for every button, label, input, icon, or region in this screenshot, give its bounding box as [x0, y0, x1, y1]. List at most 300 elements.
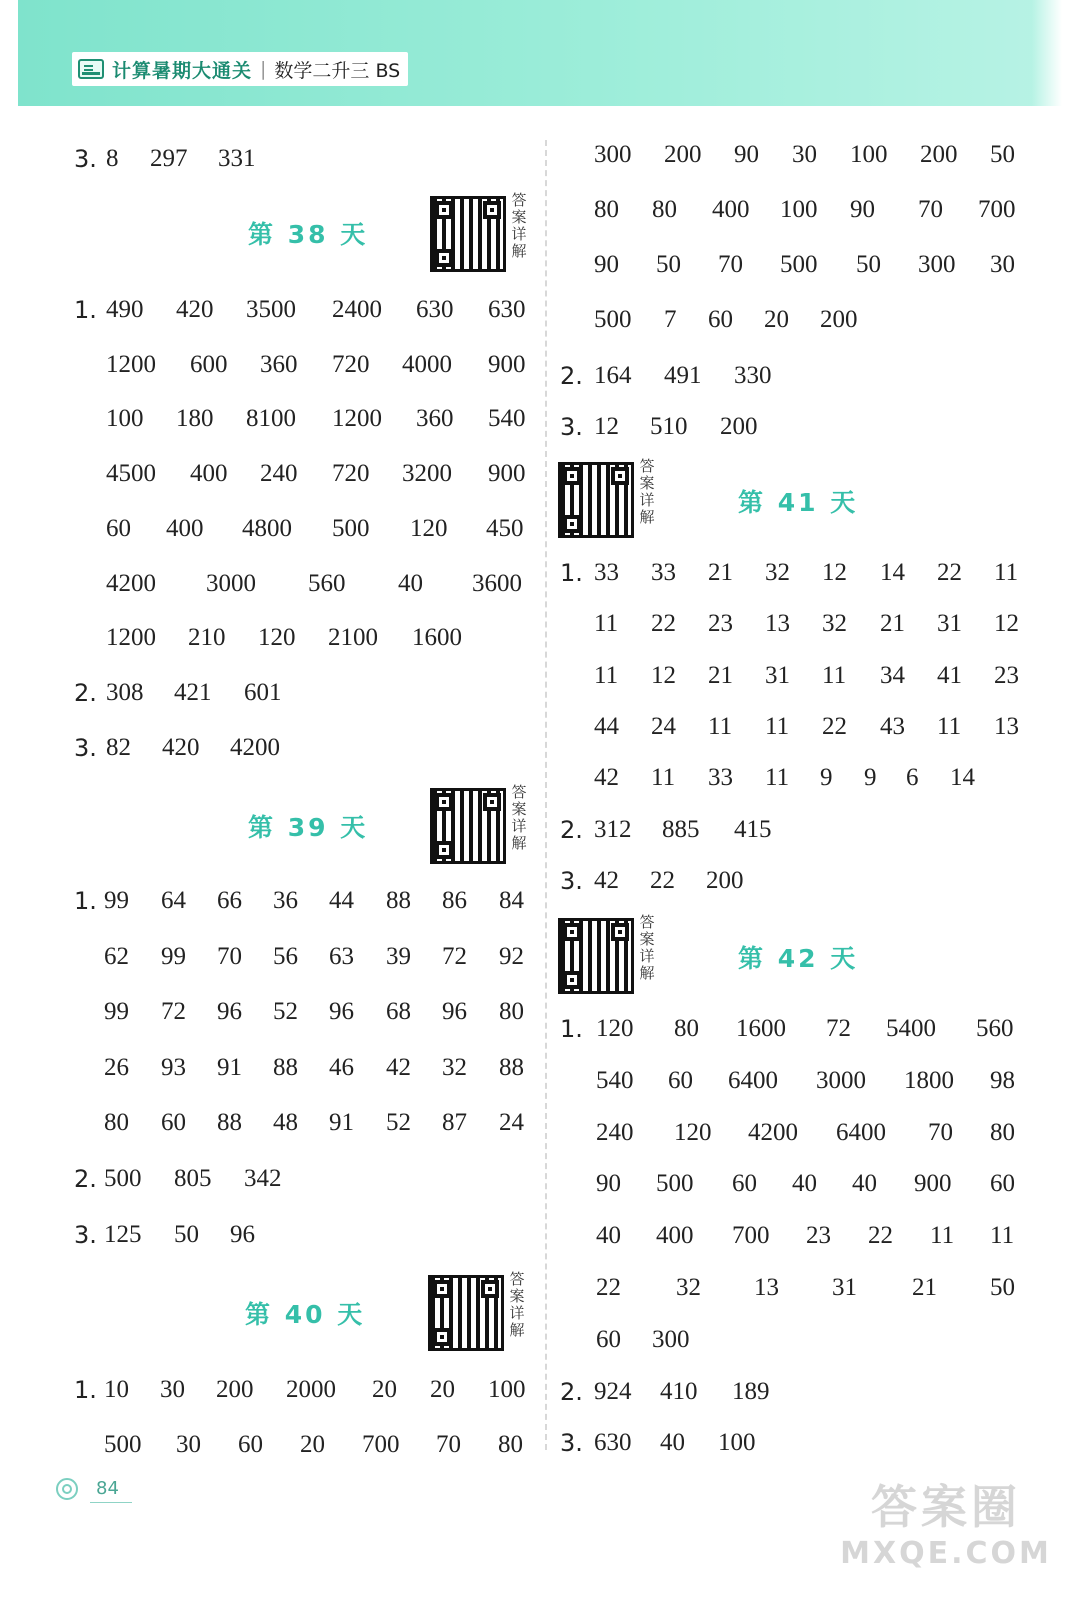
- answer-value: 80: [104, 1109, 129, 1136]
- qr-label-char: 案: [509, 1287, 525, 1305]
- answer-value: 11: [708, 712, 733, 740]
- answer-value: 22: [937, 559, 962, 586]
- answer-value: 60: [732, 1170, 757, 1198]
- answer-value: 2000: [286, 1376, 336, 1403]
- answer-value: 80: [499, 998, 524, 1025]
- answer-value: 2100: [328, 624, 378, 652]
- answer-value: 360: [260, 350, 298, 378]
- answer-value: 40: [852, 1170, 877, 1198]
- answer-value: 60: [596, 1325, 621, 1353]
- answer-value: 1800: [904, 1066, 954, 1094]
- answer-value: 99: [104, 887, 129, 914]
- series-title: 计算暑期大通关: [112, 59, 253, 82]
- answer-value: 90: [734, 141, 759, 168]
- answer-value: 50: [856, 251, 881, 278]
- answer-value: 56: [273, 942, 298, 970]
- qr-label-char: 解: [511, 834, 527, 852]
- qr-label-char: 答: [511, 191, 527, 209]
- answer-value: 23: [806, 1222, 831, 1250]
- answer-value: 1200: [106, 624, 156, 652]
- answer-value: 200: [216, 1376, 254, 1403]
- answer-value: 400: [166, 514, 204, 542]
- answer-value: 100: [850, 141, 888, 168]
- answer-value: 180: [176, 405, 214, 433]
- answer-value: 80: [674, 1015, 699, 1042]
- answer-line: [0, 556, 1080, 590]
- answer-value: 60: [708, 306, 733, 333]
- answer-value: 33: [594, 559, 619, 586]
- answer-value: 9: [820, 764, 833, 792]
- answer-value: 31: [832, 1274, 857, 1301]
- answer-value: 26: [104, 1053, 129, 1081]
- answer-value: 9: [864, 764, 877, 792]
- answer-value: 30: [990, 251, 1015, 278]
- answer-value: 8100: [246, 405, 296, 433]
- answer-value: 23: [708, 610, 733, 638]
- answer-line: [0, 138, 1080, 172]
- answer-value: 20: [372, 1376, 397, 1403]
- answer-value: 300: [594, 141, 632, 168]
- answer-value: 22: [650, 867, 675, 894]
- answer-value: 342: [244, 1165, 282, 1192]
- question-number: 1.: [74, 296, 97, 324]
- footer-rule: [90, 1502, 132, 1503]
- question-number: 2.: [560, 816, 583, 844]
- qr-label-char: 案: [511, 800, 527, 818]
- answer-value: 120: [258, 624, 296, 652]
- answer-value: 308: [106, 679, 144, 706]
- header-title-bar: [72, 52, 408, 86]
- answer-line: [0, 761, 1080, 795]
- answer-value: 90: [594, 251, 619, 278]
- qr-code: [558, 918, 634, 994]
- qr-label-char: 答: [509, 1270, 525, 1288]
- answer-value: 70: [928, 1118, 953, 1146]
- answer-value: 700: [978, 196, 1016, 223]
- answer-value: 120: [674, 1118, 712, 1146]
- answer-value: 42: [594, 867, 619, 894]
- answer-value: 11: [990, 1222, 1015, 1250]
- qr-corner: [483, 793, 501, 811]
- question-number: 3.: [560, 867, 583, 895]
- answer-value: 200: [720, 413, 758, 440]
- answer-value: 630: [594, 1429, 632, 1456]
- qr-corner: [611, 467, 629, 485]
- answer-line: [0, 607, 1080, 641]
- answer-value: 720: [332, 350, 370, 378]
- qr-label-char: 详: [639, 491, 655, 509]
- answer-value: 400: [656, 1222, 694, 1250]
- qr-label: [638, 914, 656, 982]
- answer-value: 4200: [230, 734, 280, 761]
- qr-label-char: 解: [509, 1321, 525, 1339]
- qr-label-char: 解: [639, 964, 655, 982]
- answer-value: 13: [994, 712, 1019, 740]
- answer-value: 410: [660, 1378, 698, 1405]
- answer-value: 72: [442, 942, 467, 970]
- answer-value: 31: [937, 610, 962, 638]
- qr-label-char: 解: [639, 508, 655, 526]
- answer-value: 5400: [886, 1015, 936, 1042]
- answer-value: 12: [822, 559, 847, 586]
- answer-value: 7: [664, 306, 677, 333]
- answer-value: 80: [652, 196, 677, 223]
- answer-value: 14: [880, 559, 905, 586]
- answer-value: 22: [868, 1222, 893, 1250]
- answer-value: 125: [104, 1221, 142, 1248]
- answer-value: 120: [596, 1015, 634, 1042]
- answer-value: 1600: [736, 1015, 786, 1042]
- answer-value: 540: [596, 1066, 634, 1094]
- answer-line: [0, 659, 1080, 693]
- answer-value: 11: [765, 712, 790, 740]
- answer-value: 87: [442, 1109, 467, 1136]
- answer-value: 491: [664, 362, 702, 389]
- question-number: 1.: [74, 887, 97, 915]
- qr-label-char: 案: [639, 474, 655, 492]
- answer-value: 360: [416, 405, 454, 433]
- qr-label-char: 详: [639, 947, 655, 965]
- answer-value: 4800: [242, 514, 292, 542]
- answer-value: 415: [734, 816, 772, 843]
- qr-label-char: 解: [511, 242, 527, 260]
- day-title: 第 40 天: [245, 1300, 366, 1329]
- answer-line: [0, 1167, 1080, 1201]
- answer-value: 420: [162, 734, 200, 761]
- answer-value: 12: [994, 610, 1019, 638]
- qr-label: [638, 458, 656, 526]
- qr-label-char: 详: [511, 817, 527, 835]
- header-separator: |: [260, 58, 267, 80]
- answer-line: [0, 1323, 1080, 1357]
- answer-value: 421: [174, 679, 212, 706]
- answer-value: 32: [765, 559, 790, 586]
- answer-line: [0, 813, 1080, 847]
- question-number: 3.: [560, 413, 583, 441]
- answer-line: [0, 1219, 1080, 1253]
- answer-value: 20: [764, 306, 789, 333]
- answer-value: 11: [822, 661, 847, 689]
- answer-value: 48: [273, 1109, 298, 1136]
- answer-value: 500: [780, 251, 818, 278]
- question-number: 3.: [74, 734, 97, 762]
- answer-value: 11: [765, 764, 790, 792]
- qr-label-char: 答: [639, 913, 655, 931]
- answer-value: 20: [300, 1431, 325, 1458]
- answer-value: 210: [188, 624, 226, 652]
- book-icon: [78, 59, 104, 79]
- answer-value: 96: [442, 998, 467, 1025]
- answer-value: 40: [660, 1429, 685, 1456]
- subject-title: 数学二升三 BS: [274, 59, 401, 82]
- answer-line: [0, 1012, 1080, 1046]
- answer-value: 24: [651, 712, 676, 740]
- answer-value: 36: [273, 887, 298, 914]
- answer-value: 2400: [332, 296, 382, 323]
- answer-value: 98: [990, 1066, 1015, 1094]
- answer-line: [0, 1375, 1080, 1409]
- answer-value: 41: [937, 661, 962, 689]
- answer-value: 70: [718, 251, 743, 278]
- answer-value: 50: [990, 141, 1015, 168]
- answer-value: 64: [161, 887, 186, 914]
- answer-value: 90: [596, 1170, 621, 1198]
- answer-value: 92: [499, 942, 524, 970]
- answer-line: [0, 710, 1080, 744]
- watermark-bottom: MXQE.COM: [840, 1536, 1052, 1571]
- answer-value: 6400: [836, 1118, 886, 1146]
- answer-value: 900: [488, 460, 526, 488]
- qr-corner: [611, 923, 629, 941]
- answer-value: 630: [488, 296, 526, 323]
- answer-value: 23: [994, 661, 1019, 689]
- answer-value: 3600: [472, 569, 522, 597]
- answer-value: 66: [217, 887, 242, 914]
- answer-value: 240: [596, 1118, 634, 1146]
- answer-value: 200: [664, 141, 702, 168]
- answer-value: 189: [732, 1378, 770, 1405]
- question-number: 3.: [560, 1429, 583, 1457]
- answer-value: 21: [912, 1274, 937, 1301]
- answer-value: 72: [826, 1015, 851, 1042]
- answer-value: 50: [656, 251, 681, 278]
- answer-value: 11: [651, 764, 676, 792]
- answer-value: 1200: [106, 350, 156, 378]
- qr-corner: [563, 467, 581, 485]
- answer-value: 500: [594, 306, 632, 333]
- answer-value: 86: [442, 887, 467, 914]
- answer-value: 4500: [106, 460, 156, 488]
- answer-value: 22: [822, 712, 847, 740]
- qr-label-char: 答: [639, 457, 655, 475]
- answer-value: 46: [329, 1053, 354, 1081]
- answer-value: 200: [820, 306, 858, 333]
- answer-value: 500: [104, 1165, 142, 1192]
- qr-label-char: 详: [511, 225, 527, 243]
- answer-value: 164: [594, 362, 632, 389]
- day-title: 第 39 天: [248, 813, 369, 842]
- question-number: 2.: [74, 679, 97, 707]
- qr-corner: [563, 923, 581, 941]
- answer-value: 11: [937, 712, 962, 740]
- qr-label-char: 答: [511, 783, 527, 801]
- answer-value: 885: [662, 816, 700, 843]
- answer-value: 12: [651, 661, 676, 689]
- answer-line: [0, 1271, 1080, 1305]
- answer-value: 63: [329, 942, 354, 970]
- answer-value: 6: [906, 764, 919, 792]
- question-number: 1.: [560, 559, 583, 587]
- answer-value: 900: [488, 350, 526, 378]
- answer-value: 60: [161, 1109, 186, 1136]
- answer-value: 10: [104, 1376, 129, 1403]
- answer-value: 82: [106, 734, 131, 761]
- watermark-top: 答案圈: [871, 1480, 1021, 1534]
- qr-corner: [563, 515, 581, 533]
- answer-line: [0, 864, 1080, 898]
- answer-value: 80: [594, 196, 619, 223]
- answer-value: 500: [332, 514, 370, 542]
- answer-value: 297: [150, 145, 188, 172]
- answer-value: 70: [918, 196, 943, 223]
- answer-value: 1200: [332, 405, 382, 433]
- answer-value: 312: [594, 816, 632, 843]
- qr-corner: [435, 793, 453, 811]
- answer-value: 4200: [106, 569, 156, 597]
- question-number: 1.: [74, 1376, 97, 1404]
- answer-value: 32: [822, 610, 847, 638]
- watermark: [836, 1478, 1056, 1598]
- answer-value: 11: [930, 1222, 955, 1250]
- answer-value: 24: [499, 1109, 524, 1136]
- answer-value: 30: [160, 1376, 185, 1403]
- day-title: 第 42 天: [738, 944, 859, 973]
- answer-value: 42: [386, 1053, 411, 1081]
- question-number: 2.: [74, 1165, 97, 1193]
- answer-value: 52: [273, 998, 298, 1025]
- answer-line: [0, 193, 1080, 227]
- answer-value: 11: [994, 559, 1019, 586]
- sun-swirl-icon: [56, 1478, 78, 1500]
- answer-value: 44: [329, 887, 354, 914]
- answer-value: 450: [486, 514, 524, 542]
- day-title: 第 38 天: [248, 220, 369, 249]
- answer-value: 400: [190, 460, 228, 488]
- answer-value: 62: [104, 942, 129, 970]
- answer-value: 3000: [816, 1066, 866, 1094]
- qr-corner: [563, 971, 581, 989]
- answer-value: 88: [499, 1053, 524, 1081]
- answer-value: 32: [442, 1053, 467, 1081]
- answer-value: 100: [106, 405, 144, 433]
- answer-line: [0, 940, 1080, 974]
- answer-value: 1600: [412, 624, 462, 652]
- answer-line: [0, 1116, 1080, 1150]
- answer-line: [0, 410, 1080, 444]
- answer-value: 33: [708, 764, 733, 792]
- answer-value: 68: [386, 998, 411, 1025]
- answer-value: 240: [260, 460, 298, 488]
- answer-value: 42: [594, 764, 619, 792]
- answer-value: 630: [416, 296, 454, 323]
- answer-value: 30: [176, 1431, 201, 1458]
- answer-value: 33: [651, 559, 676, 586]
- answer-value: 40: [596, 1222, 621, 1250]
- answer-value: 72: [161, 998, 186, 1025]
- answer-value: 13: [765, 610, 790, 638]
- answer-line: [0, 303, 1080, 337]
- answer-value: 540: [488, 405, 526, 433]
- answer-value: 4200: [748, 1118, 798, 1146]
- question-number: 3.: [74, 1221, 97, 1249]
- answer-value: 300: [918, 251, 956, 278]
- question-number: 2.: [560, 1378, 583, 1406]
- day-title: 第 41 天: [738, 488, 859, 517]
- answer-value: 84: [499, 887, 524, 914]
- answer-value: 31: [765, 661, 790, 689]
- answer-value: 80: [498, 1431, 523, 1458]
- answer-value: 40: [398, 569, 423, 597]
- answer-value: 400: [712, 196, 750, 223]
- qr-label-char: 案: [639, 930, 655, 948]
- answer-value: 21: [708, 661, 733, 689]
- answer-value: 90: [850, 196, 875, 223]
- answer-value: 100: [488, 1376, 526, 1403]
- page-number: 84: [96, 1478, 119, 1499]
- answer-value: 4000: [402, 350, 452, 378]
- answer-value: 900: [914, 1170, 952, 1198]
- answer-value: 52: [386, 1109, 411, 1136]
- answer-value: 21: [708, 559, 733, 586]
- answer-value: 50: [990, 1274, 1015, 1301]
- answer-value: 11: [594, 610, 619, 638]
- answer-value: 601: [244, 679, 282, 706]
- answer-value: 91: [329, 1109, 354, 1136]
- answer-value: 43: [880, 712, 905, 740]
- answer-value: 490: [106, 296, 144, 323]
- answer-value: 80: [990, 1118, 1015, 1146]
- answer-line: [0, 1426, 1080, 1460]
- qr-code: [558, 462, 634, 538]
- answer-value: 91: [217, 1053, 242, 1081]
- answer-value: 70: [217, 942, 242, 970]
- answer-value: 20: [430, 1376, 455, 1403]
- answer-value: 60: [238, 1431, 263, 1458]
- answer-value: 39: [386, 942, 411, 970]
- answer-value: 14: [950, 764, 975, 792]
- answer-value: 60: [990, 1170, 1015, 1198]
- answer-value: 720: [332, 460, 370, 488]
- answer-value: 88: [386, 887, 411, 914]
- answer-value: 600: [190, 350, 228, 378]
- answer-value: 22: [651, 610, 676, 638]
- answer-value: 99: [161, 942, 186, 970]
- answer-value: 100: [718, 1429, 756, 1456]
- answer-line: [0, 457, 1080, 491]
- answer-line: [0, 359, 1080, 393]
- answer-line: [0, 512, 1080, 546]
- answer-value: 12: [594, 413, 619, 440]
- answer-value: 500: [656, 1170, 694, 1198]
- answer-value: 34: [880, 661, 905, 689]
- answer-value: 93: [161, 1053, 186, 1081]
- answer-value: 13: [754, 1274, 779, 1301]
- answer-value: 500: [104, 1431, 142, 1458]
- answer-value: 88: [217, 1109, 242, 1136]
- answer-value: 331: [218, 145, 256, 172]
- answer-value: 96: [329, 998, 354, 1025]
- answer-value: 3500: [246, 296, 296, 323]
- answer-value: 60: [106, 514, 131, 542]
- answer-value: 96: [217, 998, 242, 1025]
- answer-value: 560: [308, 569, 346, 597]
- answer-value: 330: [734, 362, 772, 389]
- answer-value: 924: [594, 1378, 632, 1405]
- qr-label-char: 案: [511, 208, 527, 226]
- answer-value: 120: [410, 514, 448, 542]
- answer-value: 805: [174, 1165, 212, 1192]
- answer-value: 560: [976, 1015, 1014, 1042]
- answer-value: 30: [792, 141, 817, 168]
- question-number: 1.: [560, 1015, 583, 1043]
- answer-value: 510: [650, 413, 688, 440]
- answer-value: 300: [652, 1325, 690, 1353]
- answer-value: 420: [176, 296, 214, 323]
- qr-label-char: 详: [509, 1304, 525, 1322]
- answer-value: 21: [880, 610, 905, 638]
- answer-value: 11: [594, 661, 619, 689]
- question-number: 3.: [74, 145, 97, 173]
